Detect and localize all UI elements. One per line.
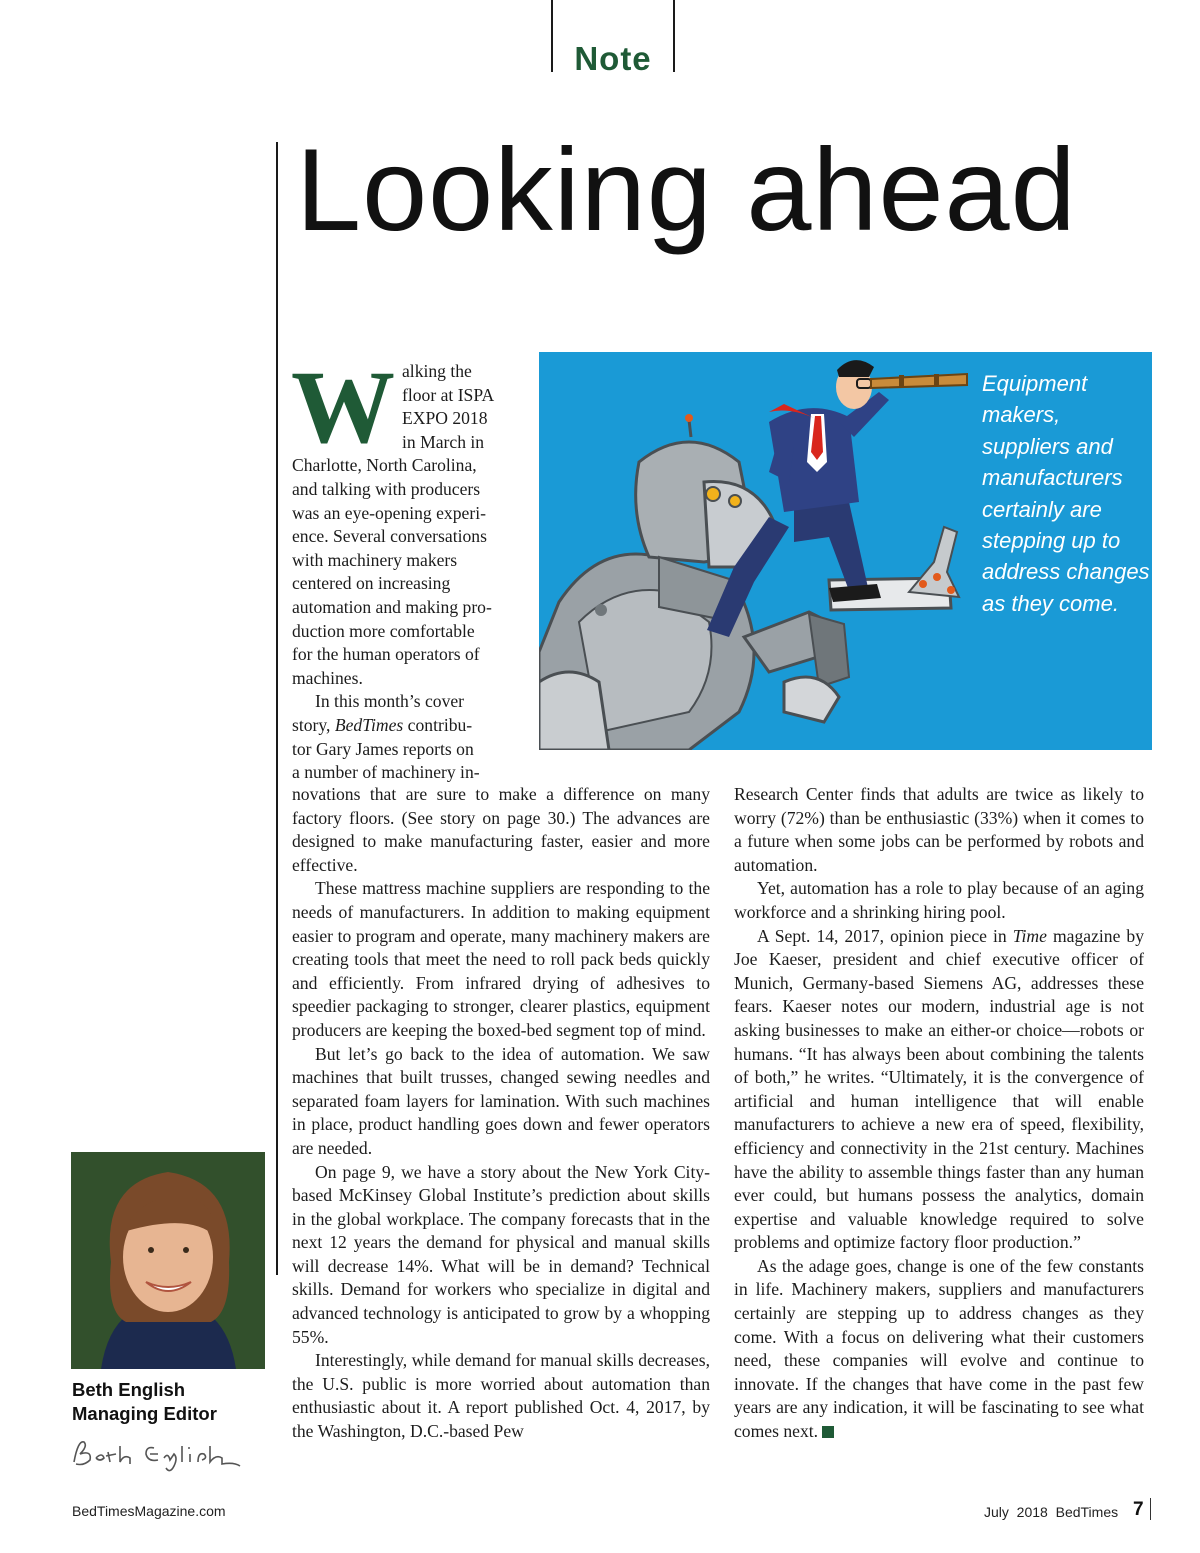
intro-line: ence. Several conversations — [292, 526, 487, 547]
intro-line: automation and making pro- — [292, 596, 492, 617]
pull-quote: Equipment makers, suppliers and manufacturers certainly are stepping up to address changes as they come. — [982, 371, 1150, 616]
intro-line: was an eye-opening experi- — [292, 502, 486, 523]
paragraph — [734, 1255, 1144, 1444]
paragraph-text: A Sept. 14, 2017, opinion piece in — [757, 925, 1013, 946]
intro-line: alking the — [402, 361, 472, 381]
intro-line: duction more comfortable — [292, 620, 475, 641]
paragraph: Yet, automation has a role to play because of an aging workforce and a shrinking hiring pool. — [734, 878, 1144, 922]
intro-line: in March in — [402, 431, 485, 452]
editor-name: Beth English — [72, 1379, 186, 1400]
intro-line: centered on increasing — [292, 573, 451, 594]
paragraph-text: As the adage goes, change is one of the few constants in life. Machinery makers, suppliers and manufacturers certainly are stepping up to address changes as they come. With a focus on delivering what their customers need, these companies will evolve and continue to innovate. If the changes that have come in the past few years are any indication, it will be fascinating to see what comes next. — [734, 1255, 1144, 1442]
paragraph: These mattress machine suppliers are responding to the needs of manufacturers. In addition to making equipment easier to program and operate, many machinery makers are creating tools that meet the need to roll pack beds quickly and efficiently. From infrared drying of adhesives to speedier packaging to stronger, clearer plastics, equipment producers are keeping the boxed-bed segment top of mind. — [292, 878, 710, 1040]
publication-name: Time — [1012, 925, 1047, 946]
paragraph — [734, 925, 1144, 1255]
paragraph: But let’s go back to the idea of automation. We saw machines that built trusses, changed sewing needles and separated foam layers for lamination. With such machines in place, product handling goes down and fewer operators are needed. — [292, 1043, 710, 1158]
p2-line: tor Gary James reports on — [292, 738, 474, 759]
p2-text: contribu- — [403, 714, 473, 735]
p2-line — [292, 714, 524, 738]
paragraph: Interestingly, while demand for manual skills decreases, the U.S. public is more worried about automation than enthusiastic about it. A report published Oct. 4, 2017, by the Washington, D.C.-based Pew — [292, 1350, 710, 1442]
note-tab-right-rule — [673, 0, 675, 72]
footer-issue: July 2018 BedTimes — [984, 1504, 1119, 1520]
intro-line: floor at ISPA — [402, 384, 495, 405]
end-of-article-mark — [822, 1426, 834, 1438]
editor-portrait-icon — [71, 1152, 265, 1369]
p2-line: In this month’s cover — [315, 691, 465, 712]
page-number: 7 — [1133, 1499, 1144, 1520]
section-label: Note — [574, 40, 652, 77]
intro-line: with machinery makers — [292, 549, 458, 570]
page-title: Looking ahead — [296, 124, 1077, 255]
drop-cap: W — [291, 350, 395, 465]
p2-text: story, — [292, 714, 335, 735]
headline-vertical-rule — [276, 142, 278, 1275]
paragraph: Research Center finds that adults are twice as likely to worry (72%) than be enthusiastic (33%) when it comes to a future when some jobs can be performed by robots and automation. — [734, 784, 1144, 875]
editor-signature — [70, 1432, 270, 1476]
intro-line: EXPO 2018 — [402, 408, 488, 429]
paragraph-text: magazine by Joe Kaeser, president and chief executive officer of Munich, Germany-based Siemens AG, addresses these fears. Kaeser notes our modern, industrial age is not asking businesses to make an either-or choice—robots or humans. “It has always been about combining the talents of both,” he writes. “Ultimately, it is the convergence of artificial and human intelligence that will enable manufacturers to achieve a new era of speed, flexibility, efficiency and connectivity in the 21st century. Machines have the ability to assemble things faster than any human ever could, but humans possess the analytics, domain expertise and valuable knowledge required to solve problems and optimize factory floor production.” — [734, 925, 1144, 1253]
editor-title: Managing Editor — [72, 1403, 217, 1424]
cover-illustration — [539, 352, 1152, 750]
paragraph: novations that are sure to make a difference on many factory floors. (See story on page 30.) The advances are designed to make manufacturing faster, easier and more effective. — [292, 784, 710, 875]
footer-website: BedTimesMagazine.com — [72, 1503, 226, 1519]
intro-line: and talking with producers — [292, 478, 481, 499]
paragraph: On page 9, we have a story about the New York City-based McKinsey Global Institute’s prediction about skills in the global workplace. The company forecasts that in the next 12 years the demand for physical and manual skills will decrease 14%. What will be in demand? Technical skills. Demand for workers who specialize in digital and advanced technology is anticipated to grow by a whopping 55%. — [292, 1161, 710, 1347]
intro-line: machines. — [292, 667, 363, 688]
footer-rule — [1150, 1498, 1151, 1520]
article-column-right — [734, 783, 1144, 1444]
intro-column — [291, 350, 524, 785]
p2-line: a number of machinery in- — [292, 762, 480, 783]
intro-line: for the human operators of — [292, 644, 480, 665]
intro-line: Charlotte, North Carolina, — [292, 455, 477, 476]
article-column-left — [292, 783, 710, 1444]
editor-photo — [71, 1152, 265, 1369]
publication-name: BedTimes — [334, 714, 404, 735]
